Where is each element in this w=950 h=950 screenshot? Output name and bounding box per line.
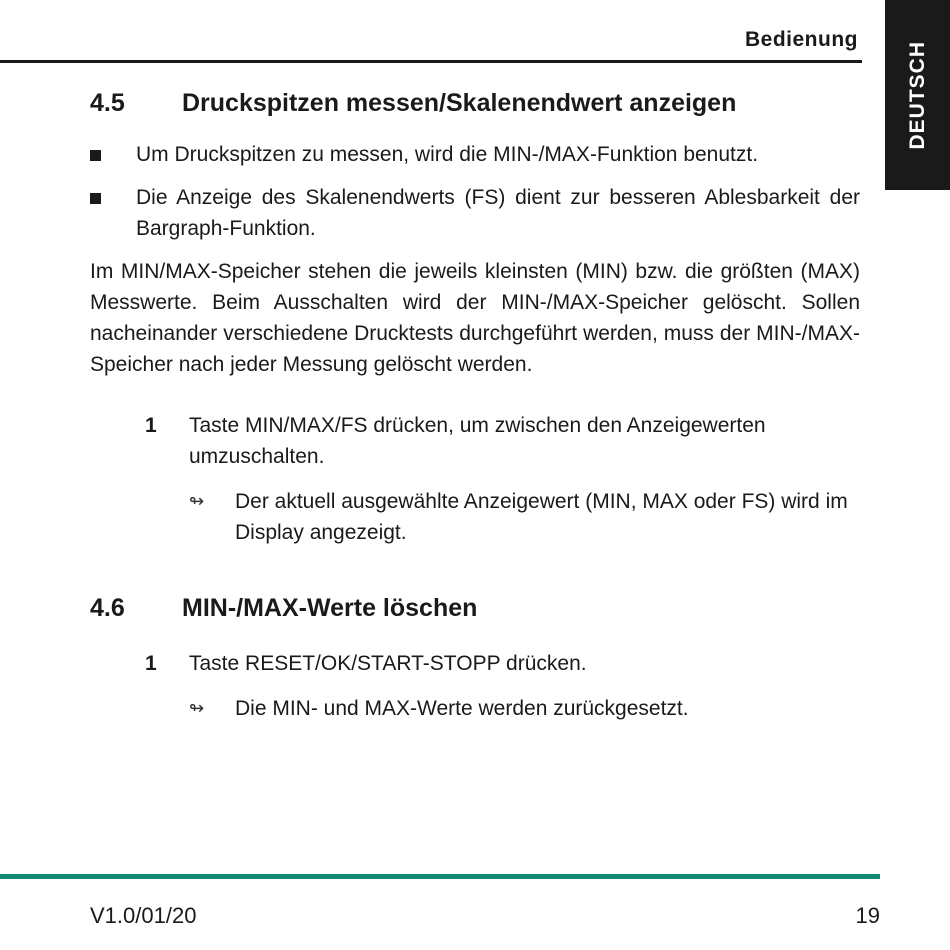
square-bullet-icon [90,182,136,244]
page-content [90,80,860,724]
header-divider [0,60,862,63]
hand-arrow-icon: ↬ [189,698,205,718]
bullet-list [90,139,860,244]
section-heading-4-6 [90,590,860,626]
step-text: Taste RESET/OK/START-STOPP drücken. [189,652,587,675]
result-text: Der aktuell ausgewählte Anzeigewert (MIN, MAX oder FS) wird im Display angezeigt. [235,490,848,544]
footer-version: V1.0/01/20 [90,903,197,928]
step-item [145,648,860,679]
step-number: 1 [145,414,157,437]
step-text: Taste MIN/MAX/FS drücken, um zwischen den Anzeigewerten umzuschalten. [189,414,766,468]
result-text: Die MIN- und MAX-Werte werden zurückgesetzt. [235,697,689,720]
section-heading-4-5 [90,85,860,121]
section-number: 4.6 [90,594,125,622]
section-title: MIN-/MAX-Werte löschen [182,594,478,622]
bullet-text: Um Druckspitzen zu messen, wird die MIN-/MAX-Funktion benutzt. [136,143,759,166]
result-item [189,693,860,724]
header-title: Bedienung [745,28,858,51]
list-item [90,182,860,244]
language-tab-label: DEUTSCH [905,40,929,150]
page-number: 19 [855,903,880,928]
bullet-text: Die Anzeige des Skalenendwerts (FS) dient zur besseren Ablesbarkeit der Bargraph-Funktion. [136,186,860,240]
result-item [189,486,860,548]
hand-arrow-icon: ↬ [189,491,205,511]
step-number: 1 [145,652,157,675]
section-title: Druckspitzen messen/Skalenendwert anzeigen [182,89,737,117]
square-bullet-icon [90,139,136,170]
body-paragraph: Im MIN/MAX-Speicher stehen die jeweils kleinsten (MIN) bzw. die größten (MAX) Messwerte. Beim Ausschalten wird der MIN-/MAX-Speicher gelöscht. Sollen nacheinander verschiedene Drucktests durchgeführt werden, muss der MIN-/MAX-Speicher nach jeder Messung gelöscht werden. [90,260,860,376]
section-number: 4.5 [90,89,125,117]
step-item [145,410,860,472]
footer-divider [0,874,880,879]
language-tab [885,0,950,190]
list-item [90,139,860,170]
